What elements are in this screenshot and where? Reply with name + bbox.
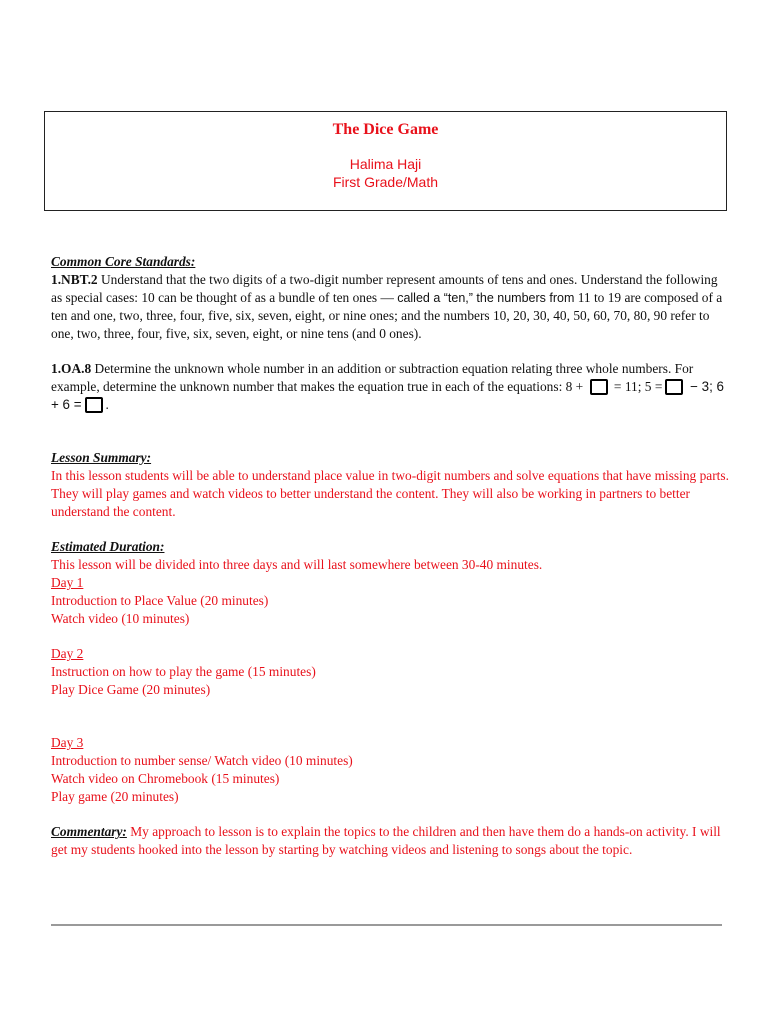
day-1-item: Watch video (10 minutes): [51, 611, 190, 626]
title-box: [44, 111, 727, 211]
duration-heading: Estimated Duration:: [51, 539, 165, 554]
document-body: [51, 253, 731, 859]
document-title: The Dice Game: [332, 121, 439, 138]
unknown-box-3: [85, 397, 103, 413]
horizontal-divider: [51, 924, 722, 926]
oa-eq-2: − 3; 6 + 6 =: [51, 379, 724, 412]
oa-code: 1.OA.8: [51, 361, 92, 376]
duration-section: [51, 538, 731, 628]
summary-heading: Lesson Summary:: [51, 450, 152, 465]
day-3-item: Play game (20 minutes): [51, 789, 179, 804]
standards-heading: Common Core Standards:: [51, 254, 196, 269]
commentary-section: [51, 823, 731, 859]
oa-eq-end: .: [105, 397, 109, 412]
nbt-text-1: Understand that the two digits of a two-digit number represent amounts of tens and ones. Understand the following as special cases: 10 can be thought of as a bundle of ten ones —: [51, 272, 718, 305]
nbt-text-2: 11 to 19 are composed of a ten and one, two, three, four, five, six, seven, eight, or nine ones; and the numbers 10, 20, 30, 40, 50, 60, 70, 80, 90 refer to one, two, three, four, five, six, seven, eight, or nine tens (and 0 ones).: [51, 290, 723, 341]
standards-section: [51, 253, 731, 343]
summary-section: [51, 449, 731, 521]
oa-text: Determine the unknown whole number in an addition or subtraction equation relating three whole numbers. For example, determine the unknown number that makes the equation true in each of the equations: 8 +: [51, 361, 694, 394]
day-2-item: Play Dice Game (20 minutes): [51, 682, 211, 697]
day-2-section: [51, 645, 731, 699]
author-name: Halima Haji: [349, 156, 422, 172]
day-1-item: Introduction to Place Value (20 minutes): [51, 593, 269, 608]
nbt-text-sans: called a “ten,” the numbers from: [397, 291, 575, 305]
nbt-code: 1.NBT.2: [51, 272, 98, 287]
duration-intro: This lesson will be divided into three days and will last somewhere between 30-40 minutes.: [51, 557, 543, 572]
day-3-item: Watch video on Chromebook (15 minutes): [51, 771, 280, 786]
unknown-box-1: [590, 379, 608, 395]
oa-standard: [51, 360, 731, 414]
oa-eq-1: = 11; 5 =: [610, 379, 663, 394]
grade-subject: First Grade/Math: [332, 174, 439, 190]
summary-text: In this lesson students will be able to understand place value in two-digit numbers and solve equations that have missing parts. They will play games and watch videos to better understand the content. They will also be working in partners to better understand the content.: [51, 468, 729, 519]
commentary-text: My approach to lesson is to explain the topics to the children and then have them do a hands-on activity. I will get my students hooked into the lesson by starting by watching videos and listening to songs about the topic.: [51, 824, 721, 857]
unknown-box-2: [665, 379, 683, 395]
commentary-heading: Commentary:: [51, 824, 127, 839]
day-2-item: Instruction on how to play the game (15 minutes): [51, 664, 316, 679]
day-3-label: Day 3: [51, 735, 84, 750]
day-3-item: Introduction to number sense/ Watch video (10 minutes): [51, 753, 353, 768]
day-3-section: [51, 734, 731, 806]
day-2-label: Day 2: [51, 646, 84, 661]
day-1-label: Day 1: [51, 575, 84, 590]
